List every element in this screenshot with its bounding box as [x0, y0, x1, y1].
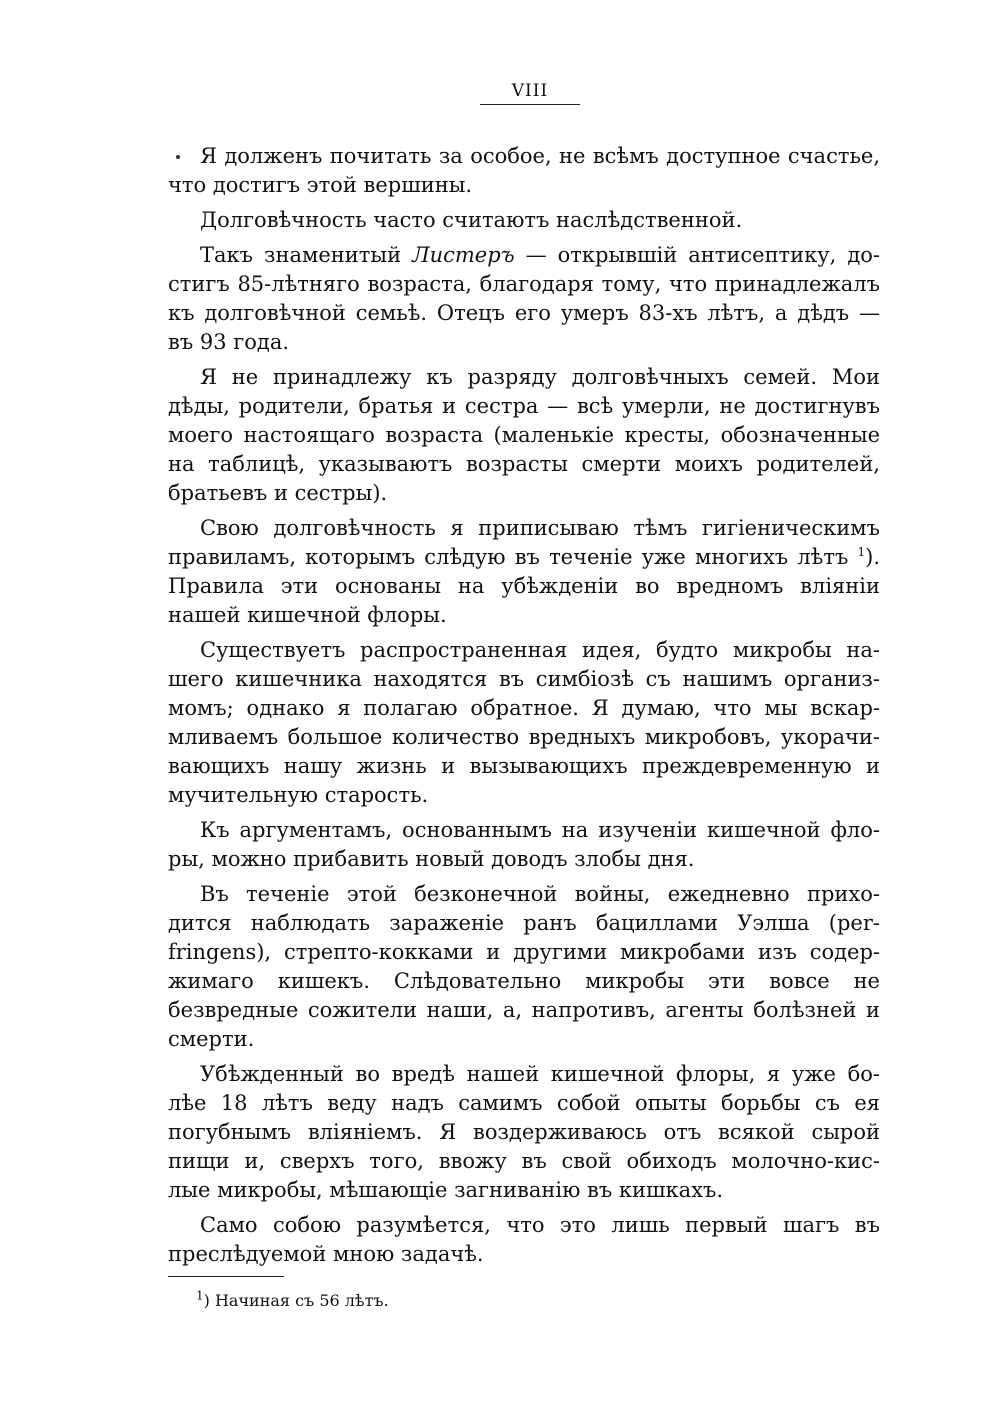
footnote-text: ) Начиная съ 56 лѣтъ. [203, 1291, 389, 1310]
text-line: fringens), стрепто-кокками и другими микробами изъ содер- [168, 940, 880, 964]
text-line: Само собою разумѣется, что это лишь первый шагъ въ [200, 1213, 880, 1237]
text-line: безвредные сожители наши, а, напротивъ, агенты болѣзней и [168, 998, 880, 1022]
paragraph-7 [168, 816, 880, 874]
text-line: Я долженъ почитать за особое, не всѣмъ доступное счастье, [200, 144, 880, 168]
footnote-rule [168, 1276, 284, 1277]
text-line: смерти. [168, 1027, 255, 1051]
text-line: дится наблюдать зараженіе ранъ бациллами Уэлша (per- [168, 911, 880, 935]
paragraph-9 [168, 1060, 880, 1205]
text-line: Убѣжденный во вредѣ нашей кишечной флоры, я уже бо- [200, 1062, 880, 1086]
italic-name-lister: Листеръ [412, 243, 515, 267]
text-line: жимаго кишекъ. Слѣдовательно микробы эти вовсе не [168, 969, 880, 993]
body-text [168, 142, 880, 1275]
text-line: мливаемъ большое количество вредныхъ микробовъ, укорачи- [168, 725, 880, 749]
paragraph-5 [168, 514, 880, 630]
footnote [196, 1290, 389, 1312]
text-line: пищи и, сверхъ того, ввожу въ свой обиходъ молочно-кис- [168, 1149, 880, 1173]
text-line: лѣе 18 лѣтъ веду надъ самимъ собой опыты борьбы съ ея [168, 1091, 880, 1115]
paragraph-4 [168, 363, 880, 508]
paragraph-3 [168, 241, 880, 357]
text-line: преслѣдуемой мною задачѣ. [168, 1242, 484, 1266]
text-line: къ долговѣчной семьѣ. Отецъ его умеръ 83-хъ лѣтъ, а дѣдъ — [168, 301, 880, 325]
text-line: братьевъ и сестры). [168, 481, 388, 505]
text-line: нашей кишечной флоры. [168, 603, 447, 627]
text-line: шего кишечника находятся въ симбіозѣ съ нашимъ организ- [168, 667, 880, 691]
paragraph-1 [168, 142, 880, 200]
text-line: погубнымъ вліяніемъ. Я воздерживаюсь отъ всякой сырой [168, 1120, 880, 1144]
text-segment: ). [865, 545, 880, 569]
footnote-ref[interactable]: 1 [857, 545, 866, 559]
text-line: моего настоящаго возраста (маленькіе кресты, обозначенные [168, 423, 880, 447]
text-line: дѣды, родители, братья и сестра — всѣ умерли, не достигнувъ [168, 394, 880, 418]
text-line: что достигъ этой вершины. [168, 173, 473, 197]
paragraph-8 [168, 880, 880, 1054]
text-segment: — открывшій антисептику, до- [514, 243, 880, 267]
text-line: Въ теченіе этой безконечной войны, ежедневно прихо- [200, 882, 880, 906]
text-line: на таблицѣ, указываютъ возрасты смерти моихъ родителей, [168, 452, 880, 476]
footnote-marker: 1 [196, 1288, 204, 1303]
text-line [168, 241, 880, 270]
text-segment: правиламъ, которымъ слѣдую въ теченіе уже многихъ лѣтъ [168, 545, 858, 569]
paragraph-10 [168, 1211, 880, 1269]
text-line: лые микробы, мѣшающіе загниванію въ кишкахъ. [168, 1178, 724, 1202]
text-line: момъ; однако я полагаю обратное. Я думаю, что мы вскар- [168, 696, 880, 720]
text-line: Я не принадлежу къ разряду долговѣчныхъ семей. Мои [200, 365, 880, 389]
text-line: Долговѣчность часто считаютъ наслѣдственной. [200, 208, 743, 232]
text-line: вающихъ нашу жизнь и вызывающихъ преждевременную и [168, 754, 880, 778]
text-segment: Такъ знаменитый [200, 243, 413, 267]
text-line: Къ аргументамъ, основаннымъ на изученіи кишечной фло- [200, 818, 880, 842]
text-line [168, 543, 880, 572]
text-line: Свою долговѣчность я приписываю тѣмъ гигіеническимъ [200, 516, 880, 540]
text-line: въ 93 года. [168, 330, 290, 354]
text-line: ры, можно прибавить новый доводъ злобы дня. [168, 847, 695, 871]
page-number: VIII [511, 81, 549, 101]
page-header [470, 80, 590, 105]
text-line: стигъ 85-лѣтняго возраста, благодаря тому, что принадлежалъ [168, 272, 880, 296]
text-line: мучительную старость. [168, 783, 429, 807]
paragraph-2 [168, 206, 880, 235]
text-line: Существуетъ распространенная идея, будто микробы на- [200, 638, 880, 662]
paragraph-6 [168, 636, 880, 810]
header-rule [480, 104, 580, 105]
text-line: Правила эти основаны на убѣжденіи во вредномъ вліяніи [168, 574, 880, 598]
